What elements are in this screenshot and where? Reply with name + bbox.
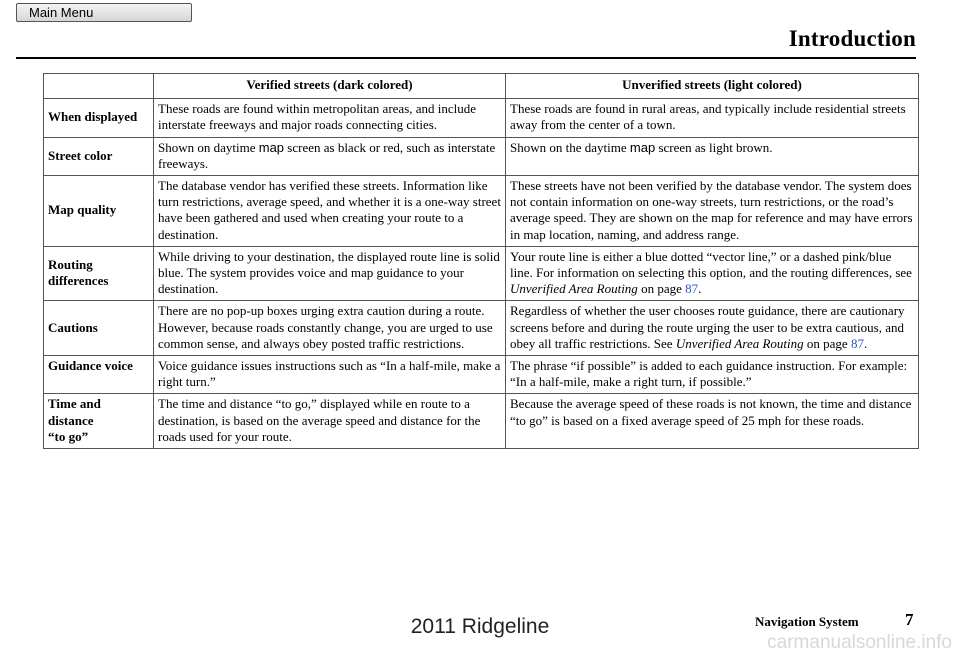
footer-section-label: Navigation System (755, 614, 859, 629)
table-row (44, 176, 919, 247)
page-title: Introduction (788, 26, 916, 51)
unverified-cell: Because the average speed of these roads is not known, the time and distance “to go” is based on a fixed average speed of 25 mph for these roads. (506, 394, 919, 449)
row-label: Time and distance “to go” (44, 394, 154, 449)
unverified-cell: These streets have not been verified by the database vendor. The system does not contain information on one-way streets, turn restrictions, or the road’s average speed. They are shown on the map for reference and may have errors in map location, naming, and address range. (506, 176, 919, 247)
table-row (44, 137, 919, 175)
unverified-cell: Shown on the daytime map screen as light brown. (506, 137, 919, 175)
header-unverified: Unverified streets (light colored) (506, 74, 919, 99)
unverified-routing-reference: Unverified Area Routing (510, 281, 638, 297)
table-row (44, 246, 919, 301)
unverified-cell: Your route line is either a blue dotted “vector line,” or a dashed pink/blue line. For information on selecting this option, and the routing differences, see Unverified Area Routing on page 87. (506, 246, 919, 301)
unverified-cell: The phrase “if possible” is added to each guidance instruction. For example: “In a half-mile, make a right turn, if possible.” (506, 356, 919, 394)
table-row (44, 394, 919, 449)
title-divider (16, 57, 916, 59)
verified-cell: These roads are found within metropolitan areas, and include interstate freeways and major roads connecting cities. (154, 99, 506, 137)
main-menu-button[interactable]: Main Menu (16, 3, 192, 22)
verified-cell: There are no pop-up boxes urging extra caution during a route. However, because roads constantly change, you are urged to use common sense, and always obey posted traffic restrictions. (154, 301, 506, 356)
row-label: Map quality (44, 176, 154, 247)
row-label: Routing differences (44, 246, 154, 301)
page-87-link[interactable]: 87 (850, 335, 864, 351)
verified-cell: Voice guidance issues instructions such as “In a half-mile, make a right turn.” (154, 356, 506, 394)
table-row (44, 301, 919, 356)
row-label: Cautions (44, 301, 154, 356)
verified-cell: While driving to your destination, the displayed route line is solid blue. The system provides voice and map guidance to your destination. (154, 246, 506, 301)
verified-cell: The database vendor has verified these streets. Information like turn restrictions, average speed, and whether it is a one-way street have been gathered and used when creating your route to a destination. (154, 176, 506, 247)
model-watermark: 2011 Ridgeline (410, 615, 550, 638)
street-comparison-table (43, 73, 919, 449)
table-header-row (44, 74, 919, 99)
verified-cell: The time and distance “to go,” displayed while en route to a destination, is based on the average speed and distance for the roads used for your route. (154, 394, 506, 449)
site-watermark: carmanualsonline.info (767, 632, 952, 653)
row-label: Street color (44, 137, 154, 175)
page-87-link[interactable]: 87 (685, 281, 699, 297)
page-number: 7 (905, 610, 914, 629)
table-row (44, 99, 919, 137)
unverified-cell: These roads are found in rural areas, and typically include residential streets away from the center of a town. (506, 99, 919, 137)
header-verified: Verified streets (dark colored) (154, 74, 506, 99)
unverified-cell: Regardless of whether the user chooses route guidance, there are cautionary screens before and during the route urging the user to be extra cautious, and obey all traffic restrictions. See Unverified Area Routing on page 87. (506, 301, 919, 356)
header-blank (44, 74, 154, 99)
row-label: When displayed (44, 99, 154, 137)
table-row (44, 356, 919, 394)
unverified-routing-reference: Unverified Area Routing (675, 335, 804, 351)
verified-cell: Shown on daytime map screen as black or red, such as interstate freeways. (154, 137, 506, 175)
row-label: Guidance voice (44, 356, 154, 394)
